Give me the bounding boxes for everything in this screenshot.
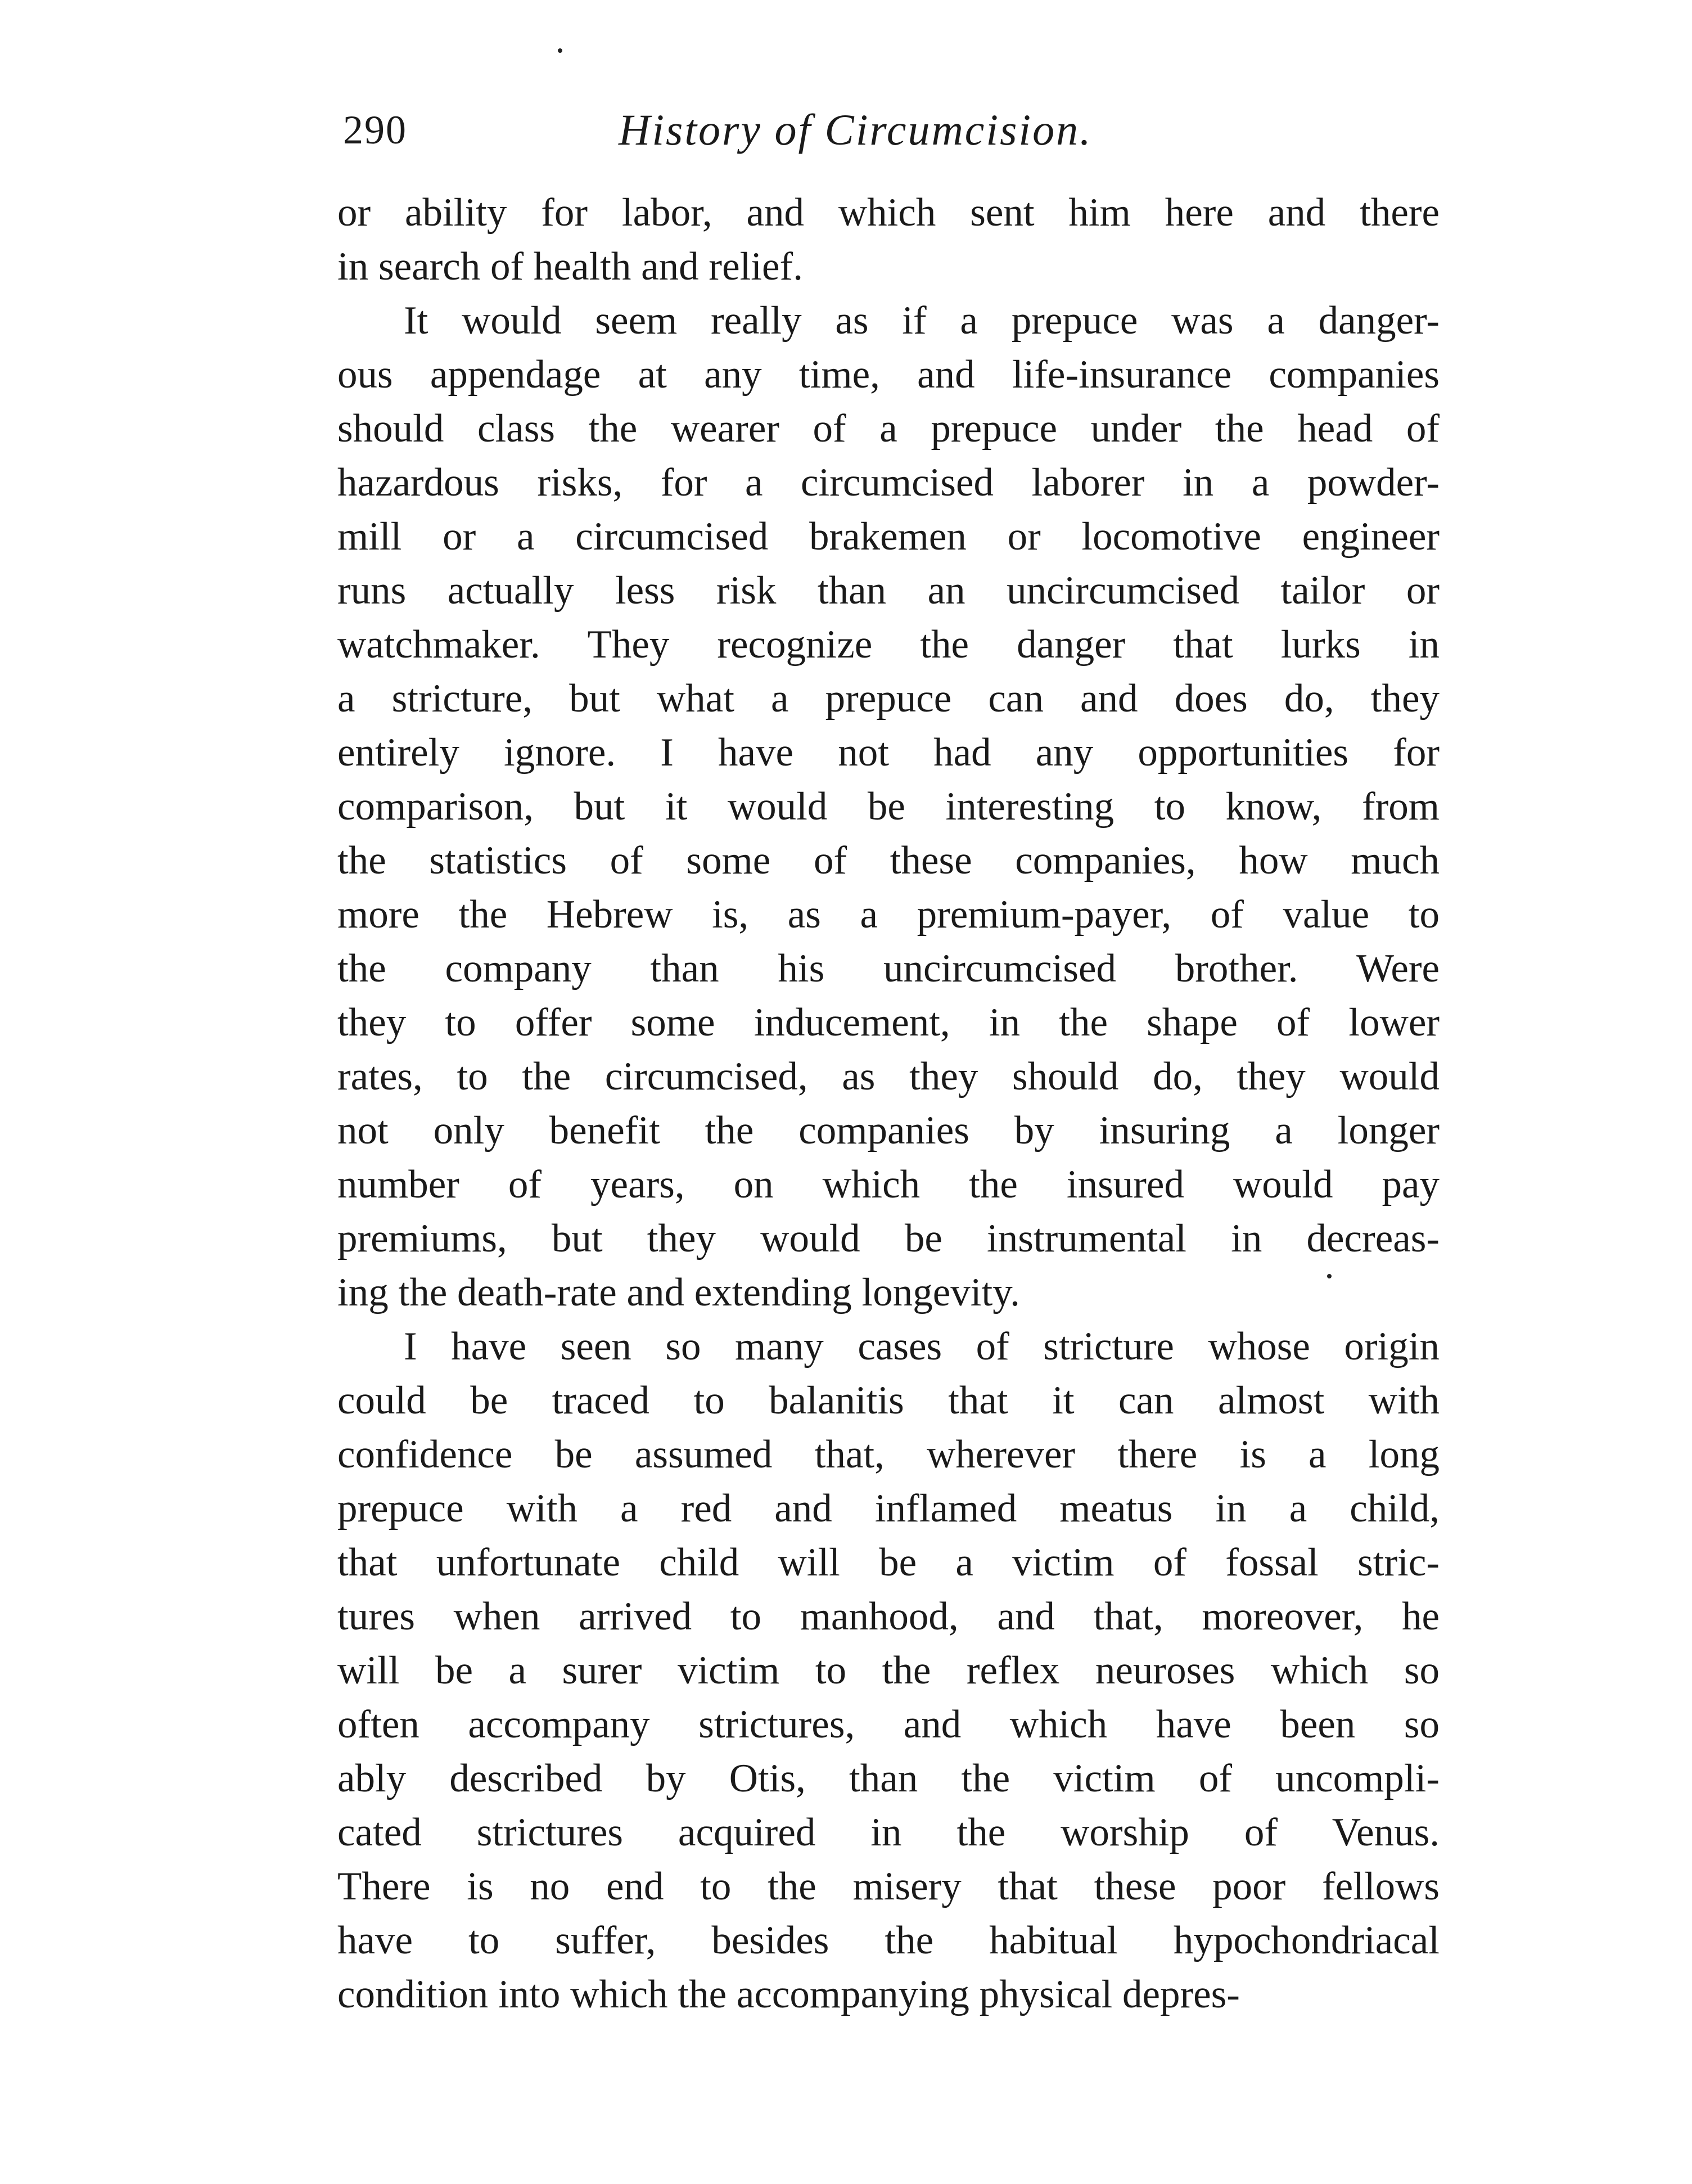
text-line: runs actually less risk than an uncircumcised tailor or — [337, 569, 1440, 613]
text-line: the company than his uncircumcised brother. Were — [337, 947, 1440, 990]
text-line: watchmaker. They recognize the danger that lurks in — [337, 623, 1440, 667]
paragraph — [337, 294, 1440, 1320]
text-line: have to suffer, besides the habitual hypochondriacal — [337, 1919, 1440, 1962]
text-line: comparison, but it would be interesting to know, from — [337, 785, 1440, 828]
body-text — [337, 186, 1440, 2021]
text-line: often accompany strictures, and which have been so — [337, 1703, 1440, 1746]
text-line: premiums, but they would be instrumental in decreas- — [337, 1217, 1440, 1260]
text-line: cated strictures acquired in the worship of Venus. — [337, 1811, 1440, 1854]
text-line: I have seen so many cases of stricture whose origin — [404, 1325, 1440, 1368]
running-title: History of Circumcision. — [619, 105, 1093, 154]
text-line: will be a surer victim to the reflex neuroses which so — [337, 1649, 1440, 1692]
text-line: number of years, on which the insured would pay — [337, 1163, 1440, 1206]
text-line: or ability for labor, and which sent him here and there — [337, 191, 1440, 235]
paragraph — [337, 1320, 1440, 2021]
text-line: prepuce with a red and inflamed meatus in a child, — [337, 1487, 1440, 1530]
text-line: rates, to the circumcised, as they should do, they would — [337, 1055, 1440, 1098]
text-line: ing the death-rate and extending longevity. — [337, 1271, 1020, 1314]
text-line: hazardous risks, for a circumcised laborer in a powder- — [337, 461, 1440, 505]
paragraph — [337, 186, 1440, 294]
text-line: ous appendage at any time, and life-insurance companies — [337, 353, 1440, 397]
text-line: in search of health and relief. — [337, 245, 803, 289]
text-line: they to offer some inducement, in the shape of lower — [337, 1001, 1440, 1044]
ink-speck — [558, 48, 562, 53]
text-line: entirely ignore. I have not had any opportunities for — [337, 731, 1440, 774]
page-number: 290 — [343, 107, 407, 152]
text-line: ably described by Otis, than the victim of uncompli- — [337, 1757, 1440, 1800]
text-line: a stricture, but what a prepuce can and does do, they — [337, 677, 1440, 721]
text-line: confidence be assumed that, wherever there is a long — [337, 1433, 1440, 1476]
text-line: that unfortunate child will be a victim of fossal stric- — [337, 1541, 1440, 1584]
text-line: It would seem really as if a prepuce was a danger- — [404, 299, 1440, 343]
text-line: should class the wearer of a prepuce under the head of — [337, 407, 1440, 451]
text-line: not only benefit the companies by insuring a longer — [337, 1109, 1440, 1152]
text-line: more the Hebrew is, as a premium-payer, of value to — [337, 893, 1440, 936]
page-header — [343, 99, 1445, 166]
text-line: could be traced to balanitis that it can almost with — [337, 1379, 1440, 1422]
text-line: the statistics of some of these companies, how much — [337, 839, 1440, 882]
text-line: There is no end to the misery that these poor fellows — [337, 1865, 1440, 1908]
text-line: mill or a circumcised brakemen or locomotive engineer — [337, 515, 1440, 559]
text-line: condition into which the accompanying physical depres- — [337, 1973, 1240, 2016]
text-line: tures when arrived to manhood, and that, moreover, he — [337, 1595, 1440, 1638]
